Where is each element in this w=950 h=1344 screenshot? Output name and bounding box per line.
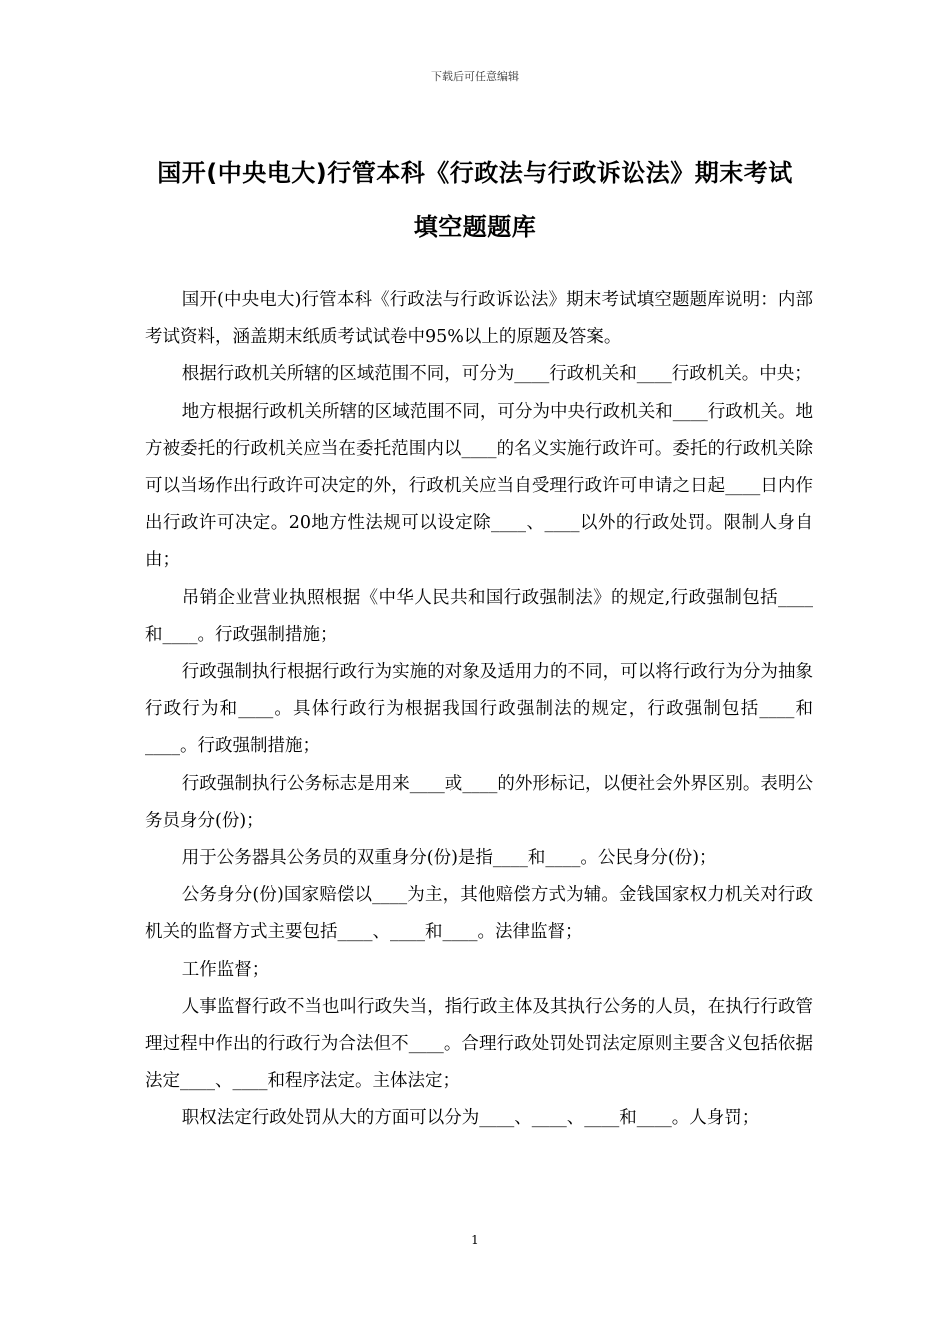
- header-note: 下载后可任意编辑: [431, 70, 519, 83]
- paragraph: 根据行政机关所辖的区域范围不同，可分为____行政机关和____行政机关。中央；: [181, 364, 812, 385]
- paragraph: 工作监督；: [181, 959, 270, 980]
- title-line-1: 国开(中央电大)行管本科《行政法与行政诉讼法》期末考试: [157, 159, 793, 187]
- paragraph: 行政强制执行公务标志是用来____或____的外形标记，以便社会外界区别。表明公务员身分(份)；: [145, 773, 813, 831]
- paragraph: 用于公务器具公务员的双重身分(份)是指____和____。公民身分(份)；: [181, 848, 717, 869]
- paragraph: 地方根据行政机关所辖的区域范围不同，可分为中央行政机关和____行政机关。地方被委托的行政机关应当在委托范围内以____的名义实施行政许可。委托的行政机关除可以当场作出行政许可决定的外，行政机关应当自受理行政许可申请之日起____日内作出行政许可决定。20地方性法规可以设定除____、____以外的行政处罚。限制人身自由；: [145, 401, 813, 571]
- document-body: [145, 282, 813, 1138]
- paragraph: 吊销企业营业执照根据《中华人民共和国行政强制法》的规定,行政强制包括____和____。行政强制措施；: [145, 587, 813, 645]
- paragraph: 人事监督行政不当也叫行政失当，指行政主体及其执行公务的人员，在执行行政管理过程中作出的行政行为合法但不____。合理行政处罚处罚法定原则主要含义包括依据法定____、____和程序法定。主体法定；: [145, 996, 813, 1092]
- paragraph: 国开(中央电大)行管本科《行政法与行政诉讼法》期末考试填空题题库说明：内部考试资料，涵盖期末纸质考试试卷中95%以上的原题及答案。: [145, 290, 813, 348]
- paragraph: 行政强制执行根据行政行为实施的对象及适用力的不同，可以将行政行为分为抽象行政行为和____。具体行政行为根据我国行政强制法的规定，行政强制包括____和____。行政强制措施；: [145, 662, 813, 757]
- document-title: [100, 146, 850, 254]
- page-number: 1: [471, 1233, 479, 1247]
- title-line-2: 填空题题库: [413, 213, 537, 241]
- paragraph: 公务身分(份)国家赔偿以____为主，其他赔偿方式为辅。金钱国家权力机关对行政机关的监督方式主要包括____、____和____。法律监督；: [145, 885, 813, 943]
- paragraph: 职权法定行政处罚从大的方面可以分为____、____、____和____。人身罚；: [181, 1108, 760, 1129]
